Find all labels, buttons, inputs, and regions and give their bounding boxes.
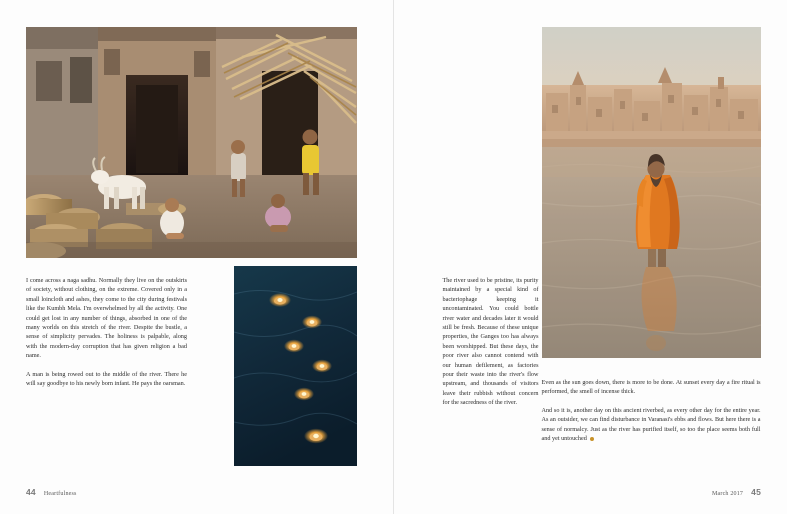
publication-name: Heartfulness <box>43 491 77 497</box>
photo-sadhu-standing-in-river <box>542 27 761 358</box>
folio-number-left: 44 <box>26 487 36 497</box>
right-page <box>394 0 787 514</box>
end-of-article-mark <box>590 437 594 441</box>
footer-right <box>712 487 761 497</box>
left-body-column <box>26 276 187 397</box>
paragraph: A man is being rowed out to the middle of the river. There he will say goodbye to his newly born infant. He pays the oarsman. <box>26 370 187 388</box>
paragraph-final <box>542 406 761 444</box>
issue-date: March 2017 <box>711 491 744 497</box>
right-wide-column <box>542 378 761 452</box>
photo-street-scene-goat-children <box>26 27 357 258</box>
paragraph: I come across a naga sadhu. Normally they live on the outskirts of society, without clothing, on the extreme. Covered only in a small loincloth and ashes, they come to the city during festivals like the Kumbh Mela. I'm overwhelmed by all the activity. One could get lost in any number of things, absorbed in one of the many worlds on this stretch of the river. Despite the bustle, a sense of simplicity pervades. The holiness is palpable, along with the modern-day corruption that has given religion a bad name. <box>26 277 187 360</box>
paragraph-text: And so it is, another day on this ancient riverbed, as every other day for the entire year. As an outsider, we can find disturbance in Varanasi's ebbs and flows. But here there is a sense of normalcy. Just as the river has purified itself, so too the place seems both full and yet untouched <box>541 406 761 443</box>
paragraph: The river used to be pristine, its purity maintained by a special kind of bacteriophage keeping it uncontaminated. You could bottle river water and decades later it would still be fresh. Because of these unique properties, the Ganges too has always been worshipped. But these days, the poor river also cannot contend with our human defilement, as factories pour their waste into the river's flow upstream, and thousands of visitors leave their rubbish without concern for the sacredness of the river. <box>442 277 539 407</box>
folio-number-right: 45 <box>751 487 761 497</box>
paragraph: Even as the sun goes down, there is more to be done. At sunset every day a fire ritual is performed, the smell of incense thick. <box>541 379 761 396</box>
right-narrow-column <box>443 276 539 417</box>
footer-left <box>26 487 77 497</box>
photo-floating-oil-lamps <box>234 266 357 466</box>
